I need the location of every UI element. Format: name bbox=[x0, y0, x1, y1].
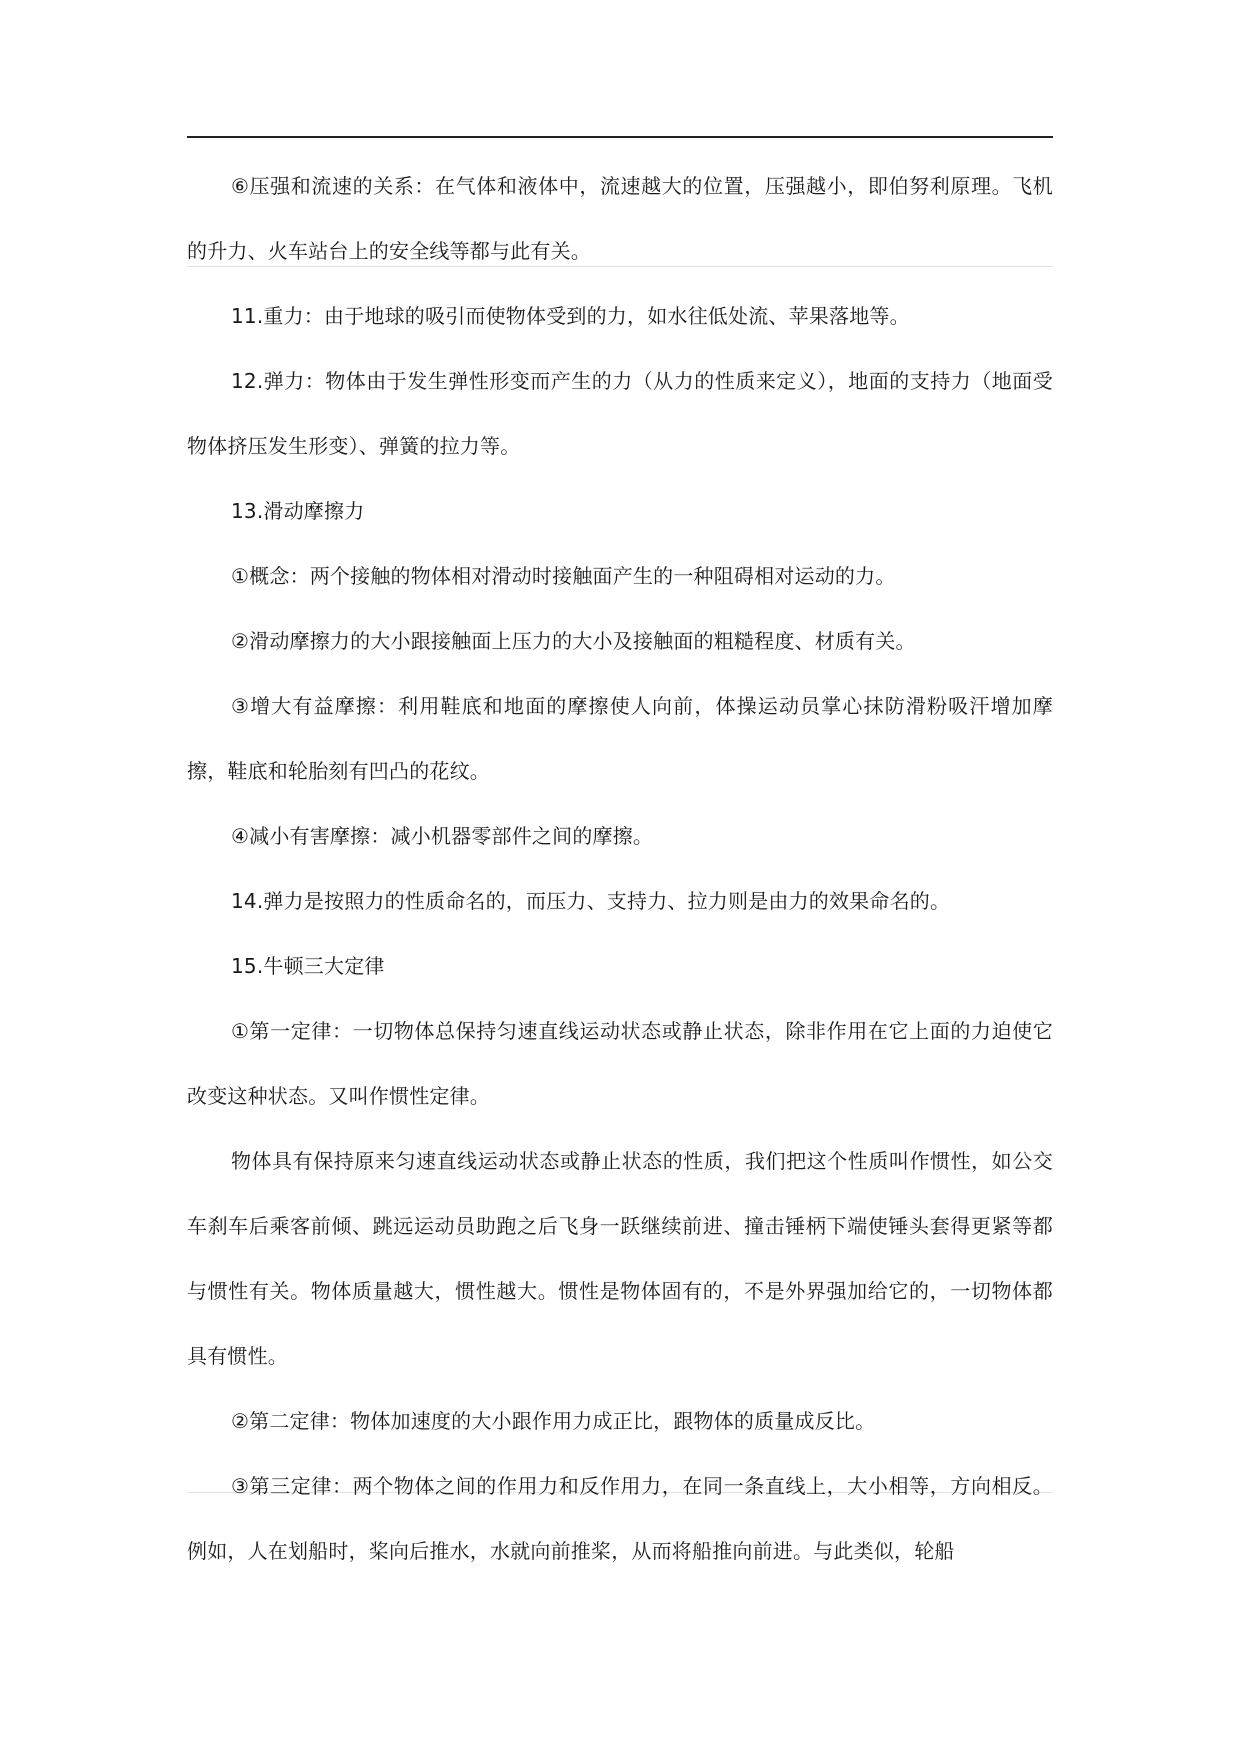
paragraph-gravity: 11.重力：由于地球的吸引而使物体受到的力，如水往低处流、苹果落地等。 bbox=[231, 304, 910, 328]
paragraph-inertia: 物体具有保持原来匀速直线运动状态或静止状态的性质，我们把这个性质叫作惯性，如公交车刹车后乘客前倾、跳远运动员助跑之后飞身一跃继续前进、撞击锤柄下端使锤头套得更紧等都与惯性有关。物体质量越大，惯性越大。惯性是物体固有的，不是外界强加给它的，一切物体都具有惯性。 bbox=[187, 1149, 1053, 1368]
heading-newton-laws: 15.牛顿三大定律 bbox=[231, 954, 385, 978]
paragraph-force-naming: 14.弹力是按照力的性质命名的，而压力、支持力、拉力则是由力的效果命名的。 bbox=[231, 889, 951, 913]
paragraph-friction-factors: ②滑动摩擦力的大小跟接触面上压力的大小及接触面的粗糙程度、材质有关。 bbox=[231, 629, 916, 653]
document-body bbox=[187, 154, 1053, 1584]
paragraph-increase-friction: ③增大有益摩擦：利用鞋底和地面的摩擦使人向前，体操运动员掌心抹防滑粉吸汗增加摩擦，鞋底和轮胎刻有凹凸的花纹。 bbox=[187, 694, 1053, 783]
paragraph-second-law: ②第二定律：物体加速度的大小跟作用力成正比，跟物体的质量成反比。 bbox=[231, 1409, 876, 1433]
heading-sliding-friction: 13.滑动摩擦力 bbox=[231, 499, 365, 523]
paragraph-third-law: ③第三定律：两个物体之间的作用力和反作用力，在同一条直线上，大小相等，方向相反。例如，人在划船时，桨向后推水，水就向前推桨，从而将船推向前进。与此类似，轮船 bbox=[187, 1474, 1053, 1563]
paragraph-elastic-force: 12.弹力：物体由于发生弹性形变而产生的力（从力的性质来定义），地面的支持力（地面受物体挤压发生形变）、弹簧的拉力等。 bbox=[187, 369, 1053, 458]
paragraph-friction-concept: ①概念：两个接触的物体相对滑动时接触面产生的一种阻碍相对运动的力。 bbox=[231, 564, 896, 588]
header-rule bbox=[187, 136, 1053, 138]
paragraph-first-law: ①第一定律：一切物体总保持匀速直线运动状态或静止状态，除非作用在它上面的力迫使它改变这种状态。又叫作惯性定律。 bbox=[187, 1019, 1053, 1108]
paragraph-pressure-flow: ⑥压强和流速的关系：在气体和液体中，流速越大的位置，压强越小，即伯努利原理。飞机的升力、火车站台上的安全线等都与此有关。 bbox=[187, 174, 1053, 263]
paragraph-reduce-friction: ④减小有害摩擦：减小机器零部件之间的摩擦。 bbox=[231, 824, 654, 848]
